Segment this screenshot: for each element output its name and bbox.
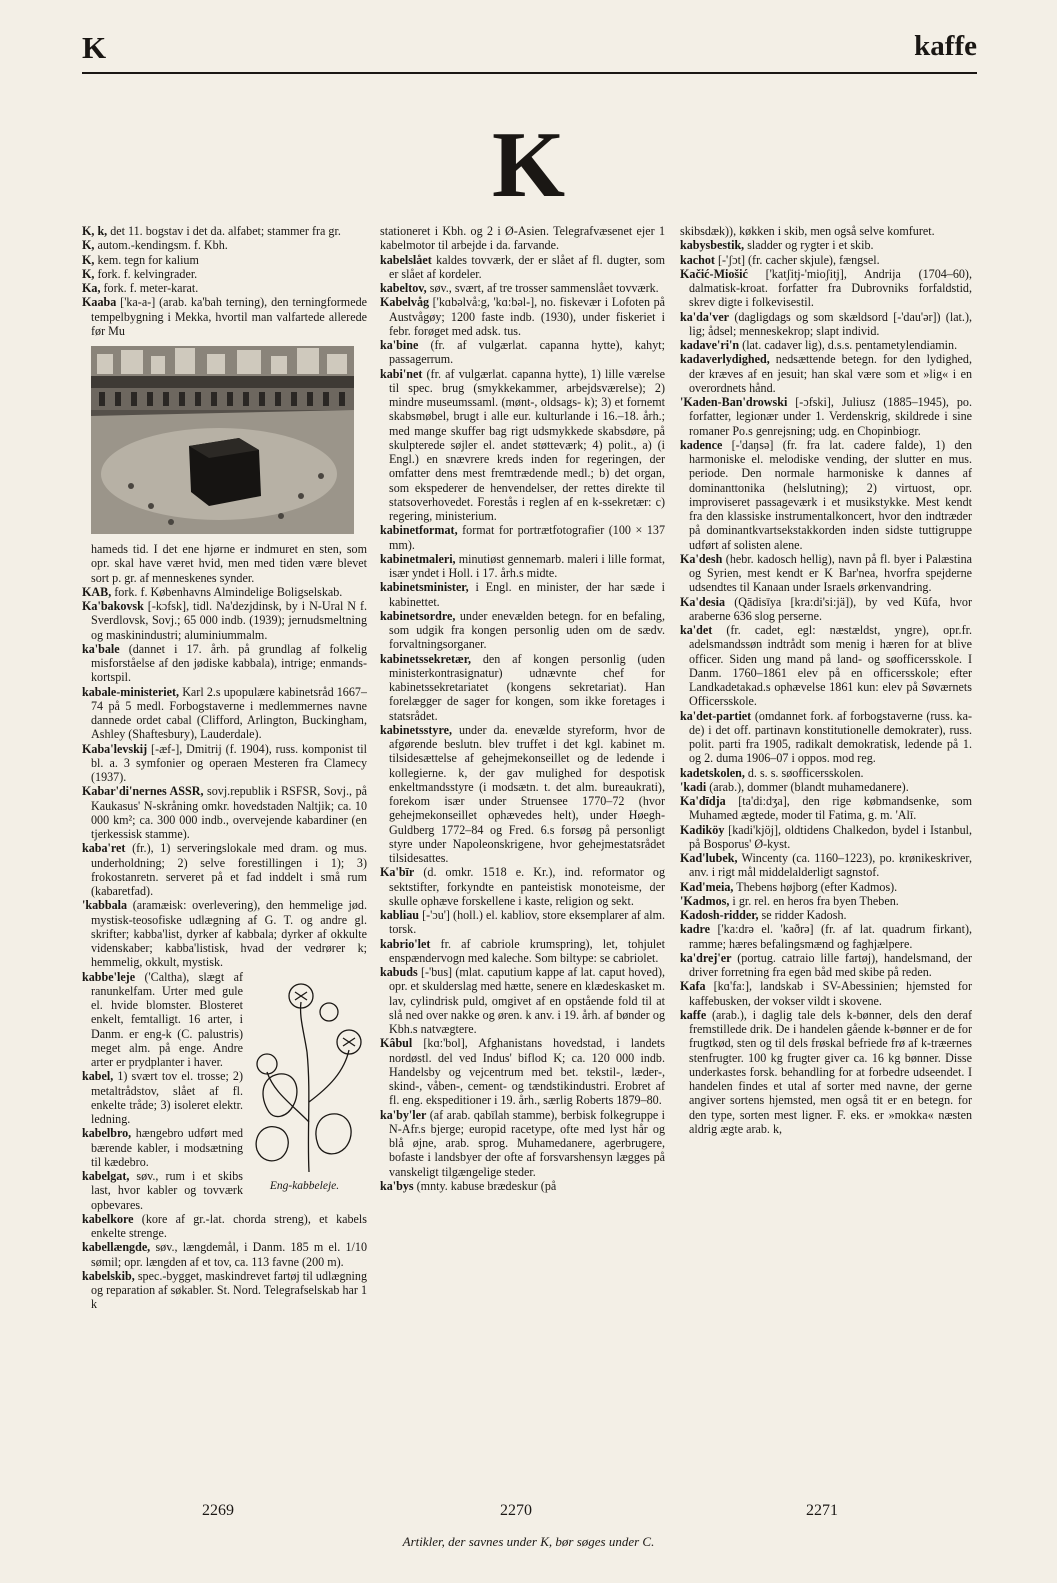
entry-headword: kabinetsordre, — [380, 608, 456, 623]
entry-headword: Kadiköy — [680, 822, 725, 837]
entry-text: Karl 2.s upopulære kabinetsråd 1667–74 på 5 medl. Forbogstaverne i medlemmernes navne dannede ordet cabal (Clifford, Arlington, Buckingham, Ashley (Shaftesbury), Lauderdale). — [91, 684, 367, 742]
entry-headword: kabinetmaleri, — [380, 551, 456, 566]
entry-headword: ka'drej'er — [680, 950, 732, 965]
entry-headword: kabelskib, — [82, 1268, 135, 1283]
entry-headword: kabysbestik, — [680, 238, 745, 253]
entry-headword: kabelslået — [380, 252, 432, 267]
dictionary-entry — [680, 352, 972, 395]
entry-text: den af kongen personlig (uden ministerkontrasignatur) udnævnte chef for kabinetssekretariatet (kongens sekretariat). Han forelægger de sager for kongen, som ikke foretages i statsrådet. — [389, 651, 665, 723]
entry-text: format for portrætfotografier (100 × 137 mm). — [389, 523, 665, 552]
entry-headword: kadetskolen, — [680, 765, 745, 780]
footer-note: Artikler, der savnes under K, bør søges under C. — [402, 1534, 655, 1549]
entry-text: [-'daŋsə] (fr. fra lat. cadere falde), 1) den harmoniske el. melodiske vending, der slutter en mus. periode. Den normale harmoniske k dannes af dominanttonika (helslutning); 2) virtuost, opr. improviseret passageværk i et musikstykke. Mest kendt fra den klassiske instrumentalkoncert, hvor den indtræder på dominantkvartsekstakkorden inden sidste tuttigruppe udført af solisten alene. — [689, 437, 972, 552]
dictionary-entry — [380, 1108, 665, 1179]
entry-headword: 'Kadmos, — [680, 893, 730, 908]
dictionary-entry — [680, 951, 972, 980]
column-2 — [380, 224, 665, 1496]
dictionary-entry — [380, 281, 665, 295]
entry-text: (Qādisīya [kra:di'si:jä]), by ved Kūfa, hvor araberne 636 slog perserne. — [689, 594, 972, 623]
entry-headword: kabinetsminister, — [380, 580, 469, 595]
entry-headword: K, k, — [82, 224, 108, 238]
dictionary-entry — [680, 395, 972, 438]
dictionary-entry — [82, 267, 367, 281]
dictionary-entry — [380, 552, 665, 581]
entry-headword: 'kadi — [680, 779, 707, 794]
section-letter: K — [491, 113, 566, 217]
entry-text: det 11. bogstav i det da. alfabet; stammer fra gr. — [107, 224, 341, 238]
entry-headword: ka'bale — [82, 641, 120, 656]
dictionary-entry — [380, 652, 665, 723]
entry-headword: Kad'lubek, — [680, 851, 738, 865]
entry-headword: ka'da'ver — [680, 309, 730, 324]
page-number-right: 2271 — [806, 1502, 838, 1519]
dictionary-entry — [82, 841, 367, 898]
column-1 — [82, 224, 367, 1496]
entry-headword: Kačić-Miošić — [680, 266, 748, 281]
flower-icon — [249, 972, 367, 1177]
entry-headword: Ka'desia — [680, 594, 726, 609]
entry-headword: kadaverlydighed, — [680, 352, 770, 367]
dictionary-entry — [380, 1179, 665, 1193]
entry-text: (fr.), 1) serveringslokale med dram. og mus. underholdning; 2) selve forestillingen i 1); 3) frokostanretn. serveret på et fad inddelt i små rum (kabaretfad). — [91, 841, 367, 898]
entry-headword: Kaaba — [82, 295, 117, 310]
dictionary-entry — [82, 1240, 367, 1269]
entry-text: fork. f. meter-karat. — [100, 281, 199, 295]
entry-text: ['ka:drə el. 'kaðrə] (fr. af lat. quadrum firkant), ramme; hæres befalingsmænd og faghjælpere. — [689, 922, 972, 951]
entry-text: (af arab. qabīlah stamme), berbisk folkegruppe i N-Afr.s bjerge; europid racetype, ofte med lyst hår og blå øjne, arab. sprog. Muhamedanere, agerbrugere, bofaste i landsbyer der ofte af forsvarshensyn lægges på vanskeligt tilgængelige steder. — [389, 1107, 665, 1179]
entry-text: søv., rum i et skibs last, hvor kabler og tovværk opbevares. — [91, 1169, 243, 1212]
dictionary-entry — [680, 794, 972, 823]
entry-text: [kadi'kjöj], oldtidens Chalkedon, bydel i Istanbul, på Bosporus' Ø-kyst. — [689, 822, 972, 851]
kaaba-photo — [91, 346, 354, 534]
dictionary-entry — [680, 253, 972, 267]
dictionary-entry — [82, 1212, 367, 1241]
entry-headword: Kabelvåg — [380, 295, 430, 310]
running-head-left: K — [82, 30, 107, 65]
entry-text: (hebr. kadosch hellig), navn på fl. byer i Palæstina og Syrien, mest kendt er K Bar'nea, hvorfra spejderne udsendtes til Kanaan under Israels ørkenvandring. — [689, 551, 972, 595]
dictionary-entry — [82, 238, 367, 252]
entry-text: (kore af gr.-lat. chorda streng), et kabels enkelte strenge. — [91, 1211, 367, 1240]
entry-headword: Ka'bīr — [380, 865, 415, 880]
entry-text: (mnty. kabuse brædeskur (på — [413, 1178, 557, 1193]
dictionary-entry — [82, 253, 367, 267]
entry-headword: kabelkore — [82, 1211, 134, 1226]
dictionary-entry — [380, 523, 665, 552]
entry-text: Wincenty (ca. 1160–1223), po. krønikeskriver, anv. i rigt mål middelalderligt sagnstof. — [689, 851, 972, 880]
dictionary-entry — [380, 937, 665, 966]
dictionary-entry — [82, 685, 367, 742]
entry-headword: kadre — [680, 922, 711, 937]
dictionary-entry — [680, 979, 972, 1008]
dictionary-entry — [680, 908, 972, 922]
entry-text: (dagligdags og som skældsord [-'dau'ər]) (lat.), lig; ådsel; menneskekrop; slapt individ. — [689, 309, 972, 338]
entry-text: i gr. rel. en heros fra byen Theben. — [729, 893, 899, 908]
entry-headword: Ka'bakovsk — [82, 599, 144, 613]
entry-headword: ka'bine — [380, 338, 419, 352]
entry-headword: Kabar'di'nernes ASSR, — [82, 784, 204, 799]
dictionary-entry — [380, 367, 665, 524]
dictionary-entry — [82, 599, 367, 642]
entry-headword: ka'det-partiet — [680, 708, 752, 723]
entry-text: [-'ɔu'] (holl.) el. kabliov, store eksemplarer af alm. torsk. — [389, 908, 665, 937]
dictionary-entry — [82, 1269, 367, 1312]
entry-text: Thebens højborg (efter Kadmos). — [733, 879, 898, 894]
dictionary-entry — [680, 238, 972, 252]
entry-text: stationeret i Kbh. og 2 i Ø-Asien. Telegrafvæsenet ejer 1 kabelmotor til arbejde i da. farvande. — [380, 224, 665, 253]
kabbeleje-figure — [249, 972, 367, 1198]
entry-headword: kabrio'let — [380, 936, 431, 951]
dictionary-entry — [380, 965, 665, 1036]
entry-text: [-æf-], Dmitrij (f. 1904), russ. komponist til bl. a. 3 symfonier og operaen Mesteren fra Clamecy (1937). — [91, 741, 367, 784]
entry-headword: kabbe'leje — [82, 969, 136, 984]
dictionary-entry — [680, 595, 972, 624]
dictionary-entry — [680, 552, 972, 595]
dictionary-entry — [680, 310, 972, 339]
entry-headword: kachot — [680, 252, 715, 267]
dictionary-entry — [82, 784, 367, 841]
entry-text: (lat. cadaver lig), d.s.s. pentametylendiamin. — [739, 338, 958, 352]
entry-headword: kabinetformat, — [380, 523, 458, 538]
entry-headword: K, — [82, 238, 95, 253]
dictionary-entry — [680, 851, 972, 880]
entry-text: fork. f. Københavns Almindelige Boligselskab. — [111, 584, 343, 599]
dictionary-entry — [680, 894, 972, 908]
entry-text: ['kɑbəlvå:g, 'kɑ:bəl-], no. fiskevær i Lofoten på Austvågøy; 1200 faste indb. (1930), under fiskeriet i febr. forøget med adsk. tus. — [389, 295, 665, 338]
entry-text: ['ka-a-] (arab. ka'bah terning), den terningformede tempelbygning i Mekka, hvortil man valfartede allerede før Mu — [91, 295, 367, 338]
entry-text: ['katʃitj-'mioʃitj], Andrija (1704–60), dalmatisk-kroat. forfatter fra Dubrovniks forfaldstid, skrev digte i folkevisestil. — [689, 266, 972, 310]
entry-text: fr. af cabriole krumspring), let, tohjulet enspændervogn med kaleche. Som biltype: se cabriolet. — [389, 936, 665, 965]
entry-headword: 'kabbala — [82, 898, 128, 913]
entry-headword: 'Kaden-Ban'drowski — [680, 395, 788, 409]
dictionary-entry — [82, 281, 367, 295]
dictionary-entry — [680, 338, 972, 352]
entry-headword: kabellængde, — [82, 1240, 151, 1255]
entry-text: (omdannet fork. af forbogstaverne (russ. ka-de) i det off. partinavn konstitutionelle demokrater), russ. polit. parti fra 1905, radikalt demokratisk, ledende på 1. og 2. duma 1906–07 i oppos. mod reg. — [689, 708, 972, 766]
entry-text: [-'bus] (mlat. caputium kappe af lat. caput hoved), opr. et skulderslag med hætte, senere en klædeskasket m. lav, cylindrisk puld, omgivet af en opstående fold til at slå ned over nakke og øren. k anv. i 19. årh. af bønder og Kbh.s natvægtere. — [389, 965, 665, 1036]
entry-text: (aramæisk: overlevering), den hemmelige jød. mystisk-teosofiske udlægning af G. T. og andre gl. skrifter; kabba'list, dyrker af kabbala; dyrker af okkulte videnskaber; kabba'listisk, hvad der vedrører k; hemmelig, okkult, mystisk. — [91, 898, 367, 970]
entry-text: [-kɔfsk], tidl. Na'dezjdinsk, by i N-Ural N f. Sverdlovsk, Sovj.; 65 000 indb. (1939); jernudsmeltning og maskinindustri; aluminiummalm. — [91, 599, 367, 642]
dictionary-entry — [680, 823, 972, 852]
dictionary-entry — [380, 338, 665, 367]
entry-headword: kaffe — [680, 1007, 707, 1022]
entry-text: (portug. catraio lille fartøj), handelsmand, der driver forretning fra egen båd med skibe på reden. — [689, 950, 972, 979]
entry-headword: kabinetsstyre, — [380, 722, 453, 737]
entry-text: (arab.), dommer (blandt muhamedanere). — [706, 779, 909, 794]
dictionary-entry — [82, 898, 367, 969]
entry-headword: Kafa — [680, 979, 706, 994]
page-number-middle: 2270 — [500, 1502, 532, 1519]
running-head-right: kaffe — [914, 30, 977, 62]
entry-text: under da. enevælde styreform, hvor de afgørende beslutn. blev truffet i det kgl. kabinet m. tilsidesættelse af gehejmekonseillet og de ledende i kollegierne. k, der gav mulighed for despotisk enkeltmandsstyre (i modsætn. t. det alm. bureaukrati), forekom især under Struensee 1770–72 (hvor gehejmekonseillet ophævedes helt), under Høegh-Guldberg 1772–84 og Fred. 6.s forsøg på personligt styre under Napoleonskrigene, hvor gehejmestatsrådet tilsidesattes. — [389, 722, 665, 865]
entry-text: d. s. s. søofficersskolen. — [744, 765, 864, 780]
entry-text: autom.-kendingsm. f. Kbh. — [94, 238, 228, 253]
entry-text: (arab.), i daglig tale dels k-bønner, dels den deraf fremstillede drik. De i handelen gående k-bønner er de for frugtkød, sten og til dels frøskal befriede frø af k-træernes stenfrugter. 100 kg frugter giver ca. 16 kg bønner. Disse underkastes forsk. behandling for at forbedre udseendet. I handelen findes et utal af sorter med navne, der gerne angiver sortens hjemsted, men også tit er en betegn. for den type, sorten mest ligner. F. eks. er »mokka« næsten aldrig ægte arab. k, — [689, 1007, 972, 1136]
entry-text: i Engl. en minister, der har sæde i kabinettet. — [389, 580, 665, 609]
dictionary-entry — [82, 295, 367, 338]
dictionary-entry — [680, 880, 972, 894]
dictionary-entry — [380, 609, 665, 652]
dictionary-entry — [82, 585, 367, 599]
entry-text: [-ɔfski], Juliusz (1885–1945), po. forfatter, legionær under 1. Verdenskrig, skildrede i sine romaner Po.s genrejsning; udg. en Chopinbiogr. — [689, 395, 972, 438]
entry-text: kem. tegn for kalium — [94, 252, 199, 267]
entry-headword: K, — [82, 252, 95, 267]
entry-headword: ka'det — [680, 623, 713, 637]
entry-text: søv., svært, af tre trosser sammenslået tovværk. — [426, 281, 659, 295]
dictionary-entry — [680, 766, 972, 780]
entry-headword: kadence — [680, 437, 723, 452]
entry-text: (fr. cadet, egl: næstældst, yngre), opr.fr. adelsmandssøn indtrådt som menig i hæren for at blive officer. Siden ung mand på land- og søofficersskole. I Danm. 1760–1861 elev på en officersskole; efter Landkadetakad.s ophævelse 1861 kun: elev på Søværnets Officersskole. — [689, 623, 972, 709]
dictionary-entry — [380, 908, 665, 937]
entry-headword: kabliau — [380, 908, 419, 922]
dictionary-entry — [82, 642, 367, 685]
entry-headword: kadave'ri'n — [680, 338, 740, 352]
entry-headword: K, — [82, 266, 95, 281]
entry-text: [kɑ:'bol], Afghanistans hovedstad, i landets nordøstl. del ved Indus' biflod K; ca. 120 000 indb. Handelsby og vejcentrum med bet. tekstil-, læder-, skind-, våben-, cement- og tændstikindustri. Erobret af fl. eng. ekspeditioner i 19. årh., særlig Roberts 1879–80. — [389, 1036, 665, 1108]
dictionary-entry — [82, 224, 367, 238]
entry-text: søv., længdemål, i Danm. 185 m el. 1/10 sømil; opr. længden af et tov, ca. 113 favne (200 m). — [91, 1240, 367, 1269]
entry-continuation: hameds tid. I det ene hjørne er indmuret en sten, som opr. skal have været hvid, men med tiden være blevet sort p. gr. af menneskenes synder. — [91, 542, 367, 585]
dictionary-entry — [380, 224, 665, 253]
dictionary-entry — [82, 742, 367, 785]
entry-text: nedsættende betegn. for den lydighed, der kræves af en jesuit; han skal være som et »lig« i en overordnets hånd. — [689, 352, 972, 395]
entry-headword: kabinetssekretær, — [380, 651, 472, 666]
entry-text: sladder og rygter i et skib. — [744, 238, 874, 253]
entry-headword: kabeltov, — [380, 281, 427, 295]
entry-text: [-'ʃɔt] (fr. cacher skjule), fængsel. — [714, 252, 880, 267]
dictionary-entry — [380, 865, 665, 908]
entry-text: spec.-bygget, maskindrevet fartøj til udlægning og reparation af søkabler. St. Nord. Telegrafselskab har 1 k — [91, 1268, 367, 1312]
entry-headword: kaba'ret — [82, 841, 126, 856]
dictionary-entry — [380, 295, 665, 338]
entry-text: minutiøst gennemarb. maleri i lille format, især yndet i Holl. i 17. årh.s midte. — [389, 551, 665, 580]
dictionary-entry — [680, 922, 972, 951]
dictionary-entry — [680, 623, 972, 709]
entry-text: se ridder Kadosh. — [758, 908, 847, 922]
entry-headword: ka'by'ler — [380, 1107, 427, 1122]
dictionary-entry — [680, 709, 972, 766]
entry-text: [kɑ'fa:], landskab i SV-Abessinien; hjemsted for kaffebusken, der vokser vildt i skovene. — [689, 979, 972, 1008]
entry-headword: Ka'dīdja — [680, 794, 726, 808]
entry-headword: Ka, — [82, 281, 101, 295]
entry-headword: Kaba'levskij — [82, 741, 148, 756]
entry-headword: Kâbul — [380, 1036, 413, 1051]
entry-headword: ka'bys — [380, 1178, 414, 1193]
entry-headword: kabale-ministeriet, — [82, 684, 180, 699]
entry-headword: kabelgat, — [82, 1169, 130, 1183]
entry-text: under enevælden betegn. for en befaling, som udgik fra kongen personlig uden om de sædv. forvaltningsorganer. — [389, 608, 665, 652]
dictionary-entry — [680, 267, 972, 310]
entry-text: (fr. af vulgærlat. capanna hytte), 1) lille værelse til spec. brug (smykkekammer, arbejdsværelse); 2) mindre museumssaml. (mønt-, oldsags- k); 3) et fornemt skabsmøbel, brugt i alle eur. kulturlande i 16.–18. årh.; med mange skuffer bag rigt udsmykkede skabsdøre, på skulpterede søjler el. andet støtteværk; 4) polit., a) (i Engl.) en snævrere kreds inden for regeringen, der omfatter dens mest fremtrædende medl.; b) det organ, som ekspederer de henvendelser, der rettes direkte til statsoverhovedet. Forestås i reglen af en k-ssekretær: c) regering, ministerium. — [389, 366, 665, 523]
kaaba-photo-illustration — [91, 346, 354, 534]
entry-headword: Kad'meia, — [680, 879, 734, 894]
entry-text: (fr. af vulgærlat. capanna hytte), kahyt; passagerrum. — [389, 338, 665, 367]
dictionary-entry — [680, 224, 972, 238]
entry-text: kaldes tovværk, der er slået af fl. dugter, som er slået af kordeler. — [389, 252, 665, 281]
entry-headword: kabelbro, — [82, 1126, 132, 1141]
dictionary-entry — [680, 780, 972, 794]
entry-text: ('Caltha), slægt af ranunkelfam. Urter med gule el. hvide blomster. Blosteret enkelt, femtalligt. 16 arter, i Danm. er eng-k (C. palustris) meget alm. på enge. Andre arter er prydplanter i haver. — [91, 969, 243, 1069]
dictionary-entry — [680, 438, 972, 552]
page-number-left: 2269 — [202, 1502, 234, 1519]
entry-text: (d. omkr. 1518 e. Kr.), ind. reformator og sektstifter, forkyndte en panteistisk monoteisme, der skulle ophæve forskellene i kaste, religion og sekt. — [389, 865, 665, 908]
header-rule — [82, 72, 977, 74]
dictionary-entry — [380, 723, 665, 866]
entry-text: (dannet i 17. årh. på grundlag af folkelig misforståelse af den jødiske kabbala), intrige; enmands-kortspil. — [91, 641, 367, 685]
entry-text: sovj.republik i RSFSR, Sovj., på Kaukasus' N-skråning omkr. hovedstaden Naltjik; ca. 10 000 km²; ca. 300 000 indb., overvejende kabardiner (en tjerkessisk stamme). — [91, 784, 367, 841]
entry-headword: Ka'desh — [680, 551, 723, 566]
entry-text: hængebro udført med bærende kabler, i modsætning til kædebro. — [91, 1126, 243, 1169]
entry-headword: KAB, — [82, 584, 112, 599]
dictionary-entry — [680, 1008, 972, 1136]
entry-headword: kabel, — [82, 1069, 114, 1084]
figure-caption: Eng-kabbeleje. — [269, 1179, 340, 1192]
entry-headword: kabuds — [380, 965, 418, 979]
dictionary-entry — [380, 253, 665, 282]
entry-text: [ta'di:dʒa], den rige købmandsenke, som Muhamed ægtede, moder til Fatima, g. m. 'Alī. — [689, 794, 972, 823]
column-3 — [680, 224, 972, 1496]
entry-text: 1) svært tov el. trosse; 2) metaltrådstov, slået af fl. enkelte tråde; 3) isoleret elektr. ledning. — [91, 1069, 243, 1126]
entry-text: skibsdæk)), køkken i skib, men også selve komfuret. — [680, 224, 935, 238]
dictionary-entry — [380, 580, 665, 609]
entry-headword: Kadosh-ridder, — [680, 908, 759, 922]
dictionary-entry — [380, 1036, 665, 1107]
entry-text: fork. f. kelvingrader. — [94, 266, 198, 281]
entry-headword: kabi'net — [380, 366, 423, 381]
